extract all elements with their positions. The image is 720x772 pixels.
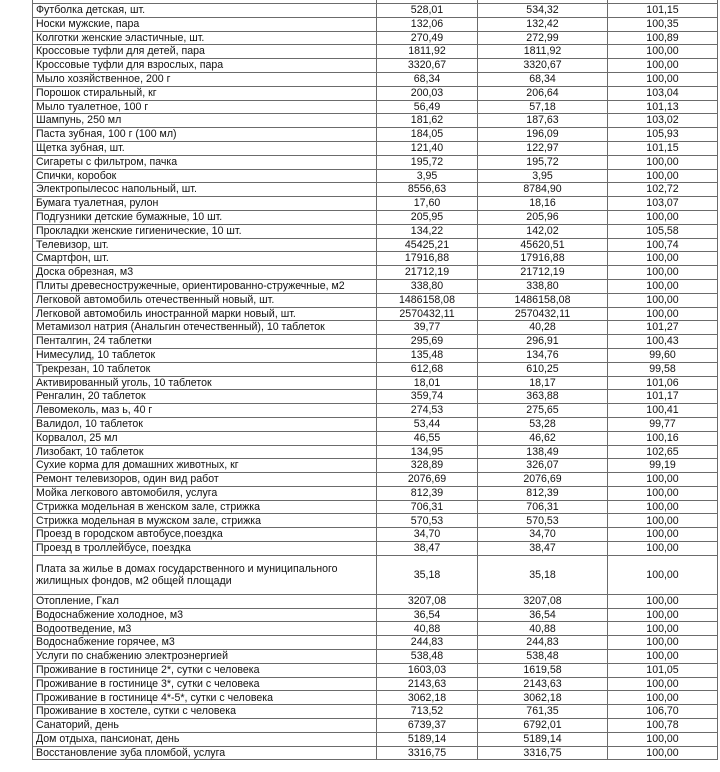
prev-price-cell: 195,72 bbox=[377, 155, 478, 169]
prev-price-cell: 3316,75 bbox=[377, 746, 478, 760]
prev-price-cell: 134,95 bbox=[377, 445, 478, 459]
index-cell: 100,00 bbox=[608, 169, 718, 183]
table-row bbox=[33, 128, 718, 142]
item-name-cell: Плиты древесностружечные, ориентированно-стружечные, м2 bbox=[33, 279, 377, 293]
item-name-cell: Мыло хозяйственное, 200 г bbox=[33, 72, 377, 86]
index-cell: 100,41 bbox=[608, 404, 718, 418]
current-price-cell: 1619,58 bbox=[478, 663, 608, 677]
current-price-cell: 138,49 bbox=[478, 445, 608, 459]
current-price-cell: 6792,01 bbox=[478, 719, 608, 733]
item-name-cell: Ренгалин, 20 таблеток bbox=[33, 390, 377, 404]
index-cell: 100,00 bbox=[608, 293, 718, 307]
item-name-cell: Водоотведение, м3 bbox=[33, 622, 377, 636]
item-name-cell: Прокладки женские гигиенические, 10 шт. bbox=[33, 224, 377, 238]
index-cell: 100,00 bbox=[608, 691, 718, 705]
current-price-cell: 534,32 bbox=[478, 4, 608, 18]
current-price-cell: 21712,19 bbox=[478, 266, 608, 280]
index-cell: 100,16 bbox=[608, 431, 718, 445]
item-name-cell: Кроссовые туфли для взрослых, пара bbox=[33, 59, 377, 73]
index-cell: 101,05 bbox=[608, 663, 718, 677]
table-row bbox=[33, 594, 718, 608]
item-name-cell: Кроссовые туфли для детей, пара bbox=[33, 45, 377, 59]
index-cell: 100,35 bbox=[608, 17, 718, 31]
item-name-cell: Мойка легкового автомобиля, услуга bbox=[33, 486, 377, 500]
item-name-cell: Проезд в троллейбусе, поездка bbox=[33, 542, 377, 556]
table-row bbox=[33, 746, 718, 760]
current-price-cell: 812,39 bbox=[478, 486, 608, 500]
table-row bbox=[33, 555, 718, 594]
item-name-cell: Футболка детская, шт. bbox=[33, 4, 377, 18]
prev-price-cell: 40,88 bbox=[377, 622, 478, 636]
index-cell: 102,65 bbox=[608, 445, 718, 459]
index-cell: 101,15 bbox=[608, 4, 718, 18]
index-cell: 100,00 bbox=[608, 542, 718, 556]
table-row bbox=[33, 677, 718, 691]
table-row bbox=[33, 732, 718, 746]
table-row bbox=[33, 691, 718, 705]
table-row bbox=[33, 335, 718, 349]
current-price-cell: 244,83 bbox=[478, 636, 608, 650]
table-row bbox=[33, 183, 718, 197]
prev-price-cell: 200,03 bbox=[377, 86, 478, 100]
table-row bbox=[33, 321, 718, 335]
item-name-cell: Стрижка модельная в женском зале, стрижка bbox=[33, 500, 377, 514]
prev-price-cell: 3207,08 bbox=[377, 594, 478, 608]
current-price-cell: 195,72 bbox=[478, 155, 608, 169]
index-cell: 101,27 bbox=[608, 321, 718, 335]
prev-price-cell: 338,80 bbox=[377, 279, 478, 293]
current-price-cell: 610,25 bbox=[478, 362, 608, 376]
index-cell: 103,07 bbox=[608, 197, 718, 211]
current-price-cell: 1811,92 bbox=[478, 45, 608, 59]
index-cell: 99,58 bbox=[608, 362, 718, 376]
prev-price-cell: 570,53 bbox=[377, 514, 478, 528]
table-row bbox=[33, 417, 718, 431]
prev-price-cell: 36,54 bbox=[377, 608, 478, 622]
table-row bbox=[33, 622, 718, 636]
prev-price-cell: 45425,21 bbox=[377, 238, 478, 252]
item-name-cell: Трекрезан, 10 таблеток bbox=[33, 362, 377, 376]
table-row bbox=[33, 197, 718, 211]
prev-price-cell: 1603,03 bbox=[377, 663, 478, 677]
prev-price-cell: 3320,67 bbox=[377, 59, 478, 73]
table-row bbox=[33, 719, 718, 733]
current-price-cell: 17916,88 bbox=[478, 252, 608, 266]
index-cell: 100,00 bbox=[608, 473, 718, 487]
table-row bbox=[33, 528, 718, 542]
prev-price-cell: 184,05 bbox=[377, 128, 478, 142]
table-row bbox=[33, 542, 718, 556]
prev-price-cell: 6739,37 bbox=[377, 719, 478, 733]
index-cell: 100,00 bbox=[608, 266, 718, 280]
table-row bbox=[33, 636, 718, 650]
prev-price-cell: 706,31 bbox=[377, 500, 478, 514]
table-row bbox=[33, 31, 718, 45]
index-cell: 100,00 bbox=[608, 307, 718, 321]
current-price-cell: 570,53 bbox=[478, 514, 608, 528]
index-cell: 106,70 bbox=[608, 705, 718, 719]
prev-price-cell: 17,60 bbox=[377, 197, 478, 211]
prev-price-cell: 612,68 bbox=[377, 362, 478, 376]
item-name-cell: Отопление, Гкал bbox=[33, 594, 377, 608]
item-name-cell: Ремонт телевизоров, один вид работ bbox=[33, 473, 377, 487]
table-row bbox=[33, 59, 718, 73]
table-row bbox=[33, 473, 718, 487]
current-price-cell: 132,42 bbox=[478, 17, 608, 31]
table-row bbox=[33, 459, 718, 473]
index-cell: 100,00 bbox=[608, 514, 718, 528]
table-row bbox=[33, 224, 718, 238]
prev-price-cell: 132,06 bbox=[377, 17, 478, 31]
index-cell: 99,19 bbox=[608, 459, 718, 473]
current-price-cell: 338,80 bbox=[478, 279, 608, 293]
prev-price-cell: 205,95 bbox=[377, 210, 478, 224]
prev-price-cell: 528,01 bbox=[377, 4, 478, 18]
prev-price-cell: 812,39 bbox=[377, 486, 478, 500]
item-name-cell: Доска обрезная, м3 bbox=[33, 266, 377, 280]
item-name-cell: Метамизол натрия (Анальгин отечественный), 10 таблеток bbox=[33, 321, 377, 335]
index-cell: 101,06 bbox=[608, 376, 718, 390]
current-price-cell: 538,48 bbox=[478, 650, 608, 664]
prev-price-cell: 1811,92 bbox=[377, 45, 478, 59]
current-price-cell: 53,28 bbox=[478, 417, 608, 431]
current-price-cell: 205,96 bbox=[478, 210, 608, 224]
table-row bbox=[33, 293, 718, 307]
current-price-cell: 35,18 bbox=[478, 555, 608, 594]
item-name-cell: Активированный уголь, 10 таблеток bbox=[33, 376, 377, 390]
table-row bbox=[33, 663, 718, 677]
index-cell: 105,93 bbox=[608, 128, 718, 142]
item-name-cell: Проживание в хостеле, сутки с человека bbox=[33, 705, 377, 719]
prev-price-cell: 18,01 bbox=[377, 376, 478, 390]
current-price-cell: 275,65 bbox=[478, 404, 608, 418]
table-row bbox=[33, 445, 718, 459]
table-row bbox=[33, 650, 718, 664]
current-price-cell: 122,97 bbox=[478, 141, 608, 155]
table-row bbox=[33, 141, 718, 155]
table-row bbox=[33, 169, 718, 183]
prev-price-cell: 713,52 bbox=[377, 705, 478, 719]
index-cell: 100,00 bbox=[608, 650, 718, 664]
table-row bbox=[33, 307, 718, 321]
current-price-cell: 36,54 bbox=[478, 608, 608, 622]
item-name-cell: Лизобакт, 10 таблеток bbox=[33, 445, 377, 459]
index-cell: 100,00 bbox=[608, 594, 718, 608]
table-row bbox=[33, 279, 718, 293]
current-price-cell: 2570432,11 bbox=[478, 307, 608, 321]
index-cell: 99,77 bbox=[608, 417, 718, 431]
index-cell: 101,13 bbox=[608, 100, 718, 114]
price-table bbox=[32, 0, 718, 760]
table-row bbox=[33, 486, 718, 500]
current-price-cell: 40,28 bbox=[478, 321, 608, 335]
index-cell: 100,00 bbox=[608, 210, 718, 224]
item-name-cell: Сигареты с фильтром, пачка bbox=[33, 155, 377, 169]
current-price-cell: 3320,67 bbox=[478, 59, 608, 73]
item-name-cell: Мыло туалетное, 100 г bbox=[33, 100, 377, 114]
item-name-cell: Шампунь, 250 мл bbox=[33, 114, 377, 128]
current-price-cell: 296,91 bbox=[478, 335, 608, 349]
index-cell: 105,58 bbox=[608, 224, 718, 238]
item-name-cell: Проживание в гостинице 2*, сутки с человека bbox=[33, 663, 377, 677]
current-price-cell: 326,07 bbox=[478, 459, 608, 473]
table-row bbox=[33, 210, 718, 224]
index-cell: 100,78 bbox=[608, 719, 718, 733]
current-price-cell: 18,16 bbox=[478, 197, 608, 211]
index-cell: 100,00 bbox=[608, 500, 718, 514]
current-price-cell: 2143,63 bbox=[478, 677, 608, 691]
prev-price-cell: 295,69 bbox=[377, 335, 478, 349]
item-name-cell: Электропылесос напольный, шт. bbox=[33, 183, 377, 197]
item-name-cell: Дом отдыха, пансионат, день bbox=[33, 732, 377, 746]
price-table-sheet bbox=[32, 0, 702, 760]
index-cell: 100,00 bbox=[608, 252, 718, 266]
item-name-cell: Корвалол, 25 мл bbox=[33, 431, 377, 445]
item-name-cell: Плата за жилье в домах государственного и муниципального жилищных фондов, м2 общей площади bbox=[33, 555, 377, 594]
item-name-cell: Водоснабжение горячее, м3 bbox=[33, 636, 377, 650]
current-price-cell: 5189,14 bbox=[478, 732, 608, 746]
prev-price-cell: 121,40 bbox=[377, 141, 478, 155]
table-row bbox=[33, 17, 718, 31]
table-row bbox=[33, 608, 718, 622]
index-cell: 100,89 bbox=[608, 31, 718, 45]
prev-price-cell: 3,95 bbox=[377, 169, 478, 183]
table-row bbox=[33, 238, 718, 252]
table-row bbox=[33, 252, 718, 266]
table-row bbox=[33, 431, 718, 445]
prev-price-cell: 181,62 bbox=[377, 114, 478, 128]
table-row bbox=[33, 362, 718, 376]
item-name-cell: Подгузники детские бумажные, 10 шт. bbox=[33, 210, 377, 224]
table-row bbox=[33, 376, 718, 390]
prev-price-cell: 56,49 bbox=[377, 100, 478, 114]
prev-price-cell: 359,74 bbox=[377, 390, 478, 404]
item-name-cell: Валидол, 10 таблеток bbox=[33, 417, 377, 431]
table-row bbox=[33, 500, 718, 514]
current-price-cell: 1486158,08 bbox=[478, 293, 608, 307]
item-name-cell: Щетка зубная, шт. bbox=[33, 141, 377, 155]
item-name-cell: Услуги по снабжению электроэнергией bbox=[33, 650, 377, 664]
table-row bbox=[33, 705, 718, 719]
table-row bbox=[33, 4, 718, 18]
current-price-cell: 40,88 bbox=[478, 622, 608, 636]
item-name-cell: Санаторий, день bbox=[33, 719, 377, 733]
index-cell: 99,60 bbox=[608, 348, 718, 362]
current-price-cell: 134,76 bbox=[478, 348, 608, 362]
current-price-cell: 18,17 bbox=[478, 376, 608, 390]
prev-price-cell: 39,77 bbox=[377, 321, 478, 335]
current-price-cell: 34,70 bbox=[478, 528, 608, 542]
index-cell: 100,74 bbox=[608, 238, 718, 252]
prev-price-cell: 21712,19 bbox=[377, 266, 478, 280]
index-cell: 103,02 bbox=[608, 114, 718, 128]
prev-price-cell: 1486158,08 bbox=[377, 293, 478, 307]
current-price-cell: 206,64 bbox=[478, 86, 608, 100]
item-name-cell: Проживание в гостинице 3*, сутки с человека bbox=[33, 677, 377, 691]
table-row bbox=[33, 155, 718, 169]
item-name-cell: Проезд в городском автобусе,поездка bbox=[33, 528, 377, 542]
prev-price-cell: 34,70 bbox=[377, 528, 478, 542]
item-name-cell: Телевизор, шт. bbox=[33, 238, 377, 252]
index-cell: 100,00 bbox=[608, 732, 718, 746]
current-price-cell: 3062,18 bbox=[478, 691, 608, 705]
prev-price-cell: 538,48 bbox=[377, 650, 478, 664]
index-cell: 101,15 bbox=[608, 141, 718, 155]
prev-price-cell: 46,55 bbox=[377, 431, 478, 445]
index-cell: 100,00 bbox=[608, 636, 718, 650]
item-name-cell: Нимесулид, 10 таблеток bbox=[33, 348, 377, 362]
table-row bbox=[33, 514, 718, 528]
item-name-cell: Спички, коробок bbox=[33, 169, 377, 183]
table-row bbox=[33, 72, 718, 86]
current-price-cell: 187,63 bbox=[478, 114, 608, 128]
current-price-cell: 363,88 bbox=[478, 390, 608, 404]
index-cell: 100,00 bbox=[608, 746, 718, 760]
item-name-cell: Стрижка модельная в мужском зале, стрижка bbox=[33, 514, 377, 528]
prev-price-cell: 53,44 bbox=[377, 417, 478, 431]
prev-price-cell: 5189,14 bbox=[377, 732, 478, 746]
item-name-cell: Водоснабжение холодное, м3 bbox=[33, 608, 377, 622]
item-name-cell: Носки мужские, пара bbox=[33, 17, 377, 31]
item-name-cell: Паста зубная, 100 г (100 мл) bbox=[33, 128, 377, 142]
current-price-cell: 45620,51 bbox=[478, 238, 608, 252]
price-table-body bbox=[33, 0, 718, 760]
table-row bbox=[33, 266, 718, 280]
current-price-cell: 3316,75 bbox=[478, 746, 608, 760]
prev-price-cell: 38,47 bbox=[377, 542, 478, 556]
index-cell: 102,72 bbox=[608, 183, 718, 197]
item-name-cell: Пенталгин, 24 таблетки bbox=[33, 335, 377, 349]
prev-price-cell: 244,83 bbox=[377, 636, 478, 650]
prev-price-cell: 135,48 bbox=[377, 348, 478, 362]
item-name-cell: Смартфон, шт. bbox=[33, 252, 377, 266]
table-row bbox=[33, 348, 718, 362]
current-price-cell: 272,99 bbox=[478, 31, 608, 45]
prev-price-cell: 274,53 bbox=[377, 404, 478, 418]
item-name-cell: Легковой автомобиль иностранной марки новый, шт. bbox=[33, 307, 377, 321]
item-name-cell: Легковой автомобиль отечественный новый, шт. bbox=[33, 293, 377, 307]
current-price-cell: 68,34 bbox=[478, 72, 608, 86]
index-cell: 100,00 bbox=[608, 555, 718, 594]
index-cell: 100,00 bbox=[608, 279, 718, 293]
index-cell: 100,00 bbox=[608, 608, 718, 622]
prev-price-cell: 17916,88 bbox=[377, 252, 478, 266]
index-cell: 103,04 bbox=[608, 86, 718, 100]
current-price-cell: 3207,08 bbox=[478, 594, 608, 608]
current-price-cell: 57,18 bbox=[478, 100, 608, 114]
current-price-cell: 196,09 bbox=[478, 128, 608, 142]
current-price-cell: 46,62 bbox=[478, 431, 608, 445]
prev-price-cell: 134,22 bbox=[377, 224, 478, 238]
index-cell: 101,17 bbox=[608, 390, 718, 404]
prev-price-cell: 328,89 bbox=[377, 459, 478, 473]
prev-price-cell: 2143,63 bbox=[377, 677, 478, 691]
index-cell: 100,00 bbox=[608, 72, 718, 86]
current-price-cell: 706,31 bbox=[478, 500, 608, 514]
current-price-cell: 3,95 bbox=[478, 169, 608, 183]
current-price-cell: 38,47 bbox=[478, 542, 608, 556]
prev-price-cell: 2570432,11 bbox=[377, 307, 478, 321]
current-price-cell: 2076,69 bbox=[478, 473, 608, 487]
item-name-cell: Бумага туалетная, рулон bbox=[33, 197, 377, 211]
item-name-cell: Проживание в гостинице 4*-5*, сутки с человека bbox=[33, 691, 377, 705]
item-name-cell: Восстановление зуба пломбой, услуга bbox=[33, 746, 377, 760]
current-price-cell: 8784,90 bbox=[478, 183, 608, 197]
prev-price-cell: 8556,63 bbox=[377, 183, 478, 197]
item-name-cell: Порошок стиральный, кг bbox=[33, 86, 377, 100]
table-row bbox=[33, 114, 718, 128]
index-cell: 100,00 bbox=[608, 155, 718, 169]
index-cell: 100,00 bbox=[608, 59, 718, 73]
table-row bbox=[33, 86, 718, 100]
index-cell: 100,00 bbox=[608, 45, 718, 59]
table-row bbox=[33, 390, 718, 404]
prev-price-cell: 68,34 bbox=[377, 72, 478, 86]
current-price-cell: 142,02 bbox=[478, 224, 608, 238]
item-name-cell: Левомеколь, маз ь, 40 г bbox=[33, 404, 377, 418]
table-row bbox=[33, 404, 718, 418]
current-price-cell: 761,35 bbox=[478, 705, 608, 719]
index-cell: 100,00 bbox=[608, 528, 718, 542]
prev-price-cell: 2076,69 bbox=[377, 473, 478, 487]
table-row bbox=[33, 45, 718, 59]
item-name-cell: Сухие корма для домашних животных, кг bbox=[33, 459, 377, 473]
table-row bbox=[33, 100, 718, 114]
prev-price-cell: 35,18 bbox=[377, 555, 478, 594]
item-name-cell: Колготки женские эластичные, шт. bbox=[33, 31, 377, 45]
prev-price-cell: 270,49 bbox=[377, 31, 478, 45]
index-cell: 100,00 bbox=[608, 486, 718, 500]
index-cell: 100,00 bbox=[608, 622, 718, 636]
index-cell: 100,00 bbox=[608, 677, 718, 691]
index-cell: 100,43 bbox=[608, 335, 718, 349]
prev-price-cell: 3062,18 bbox=[377, 691, 478, 705]
